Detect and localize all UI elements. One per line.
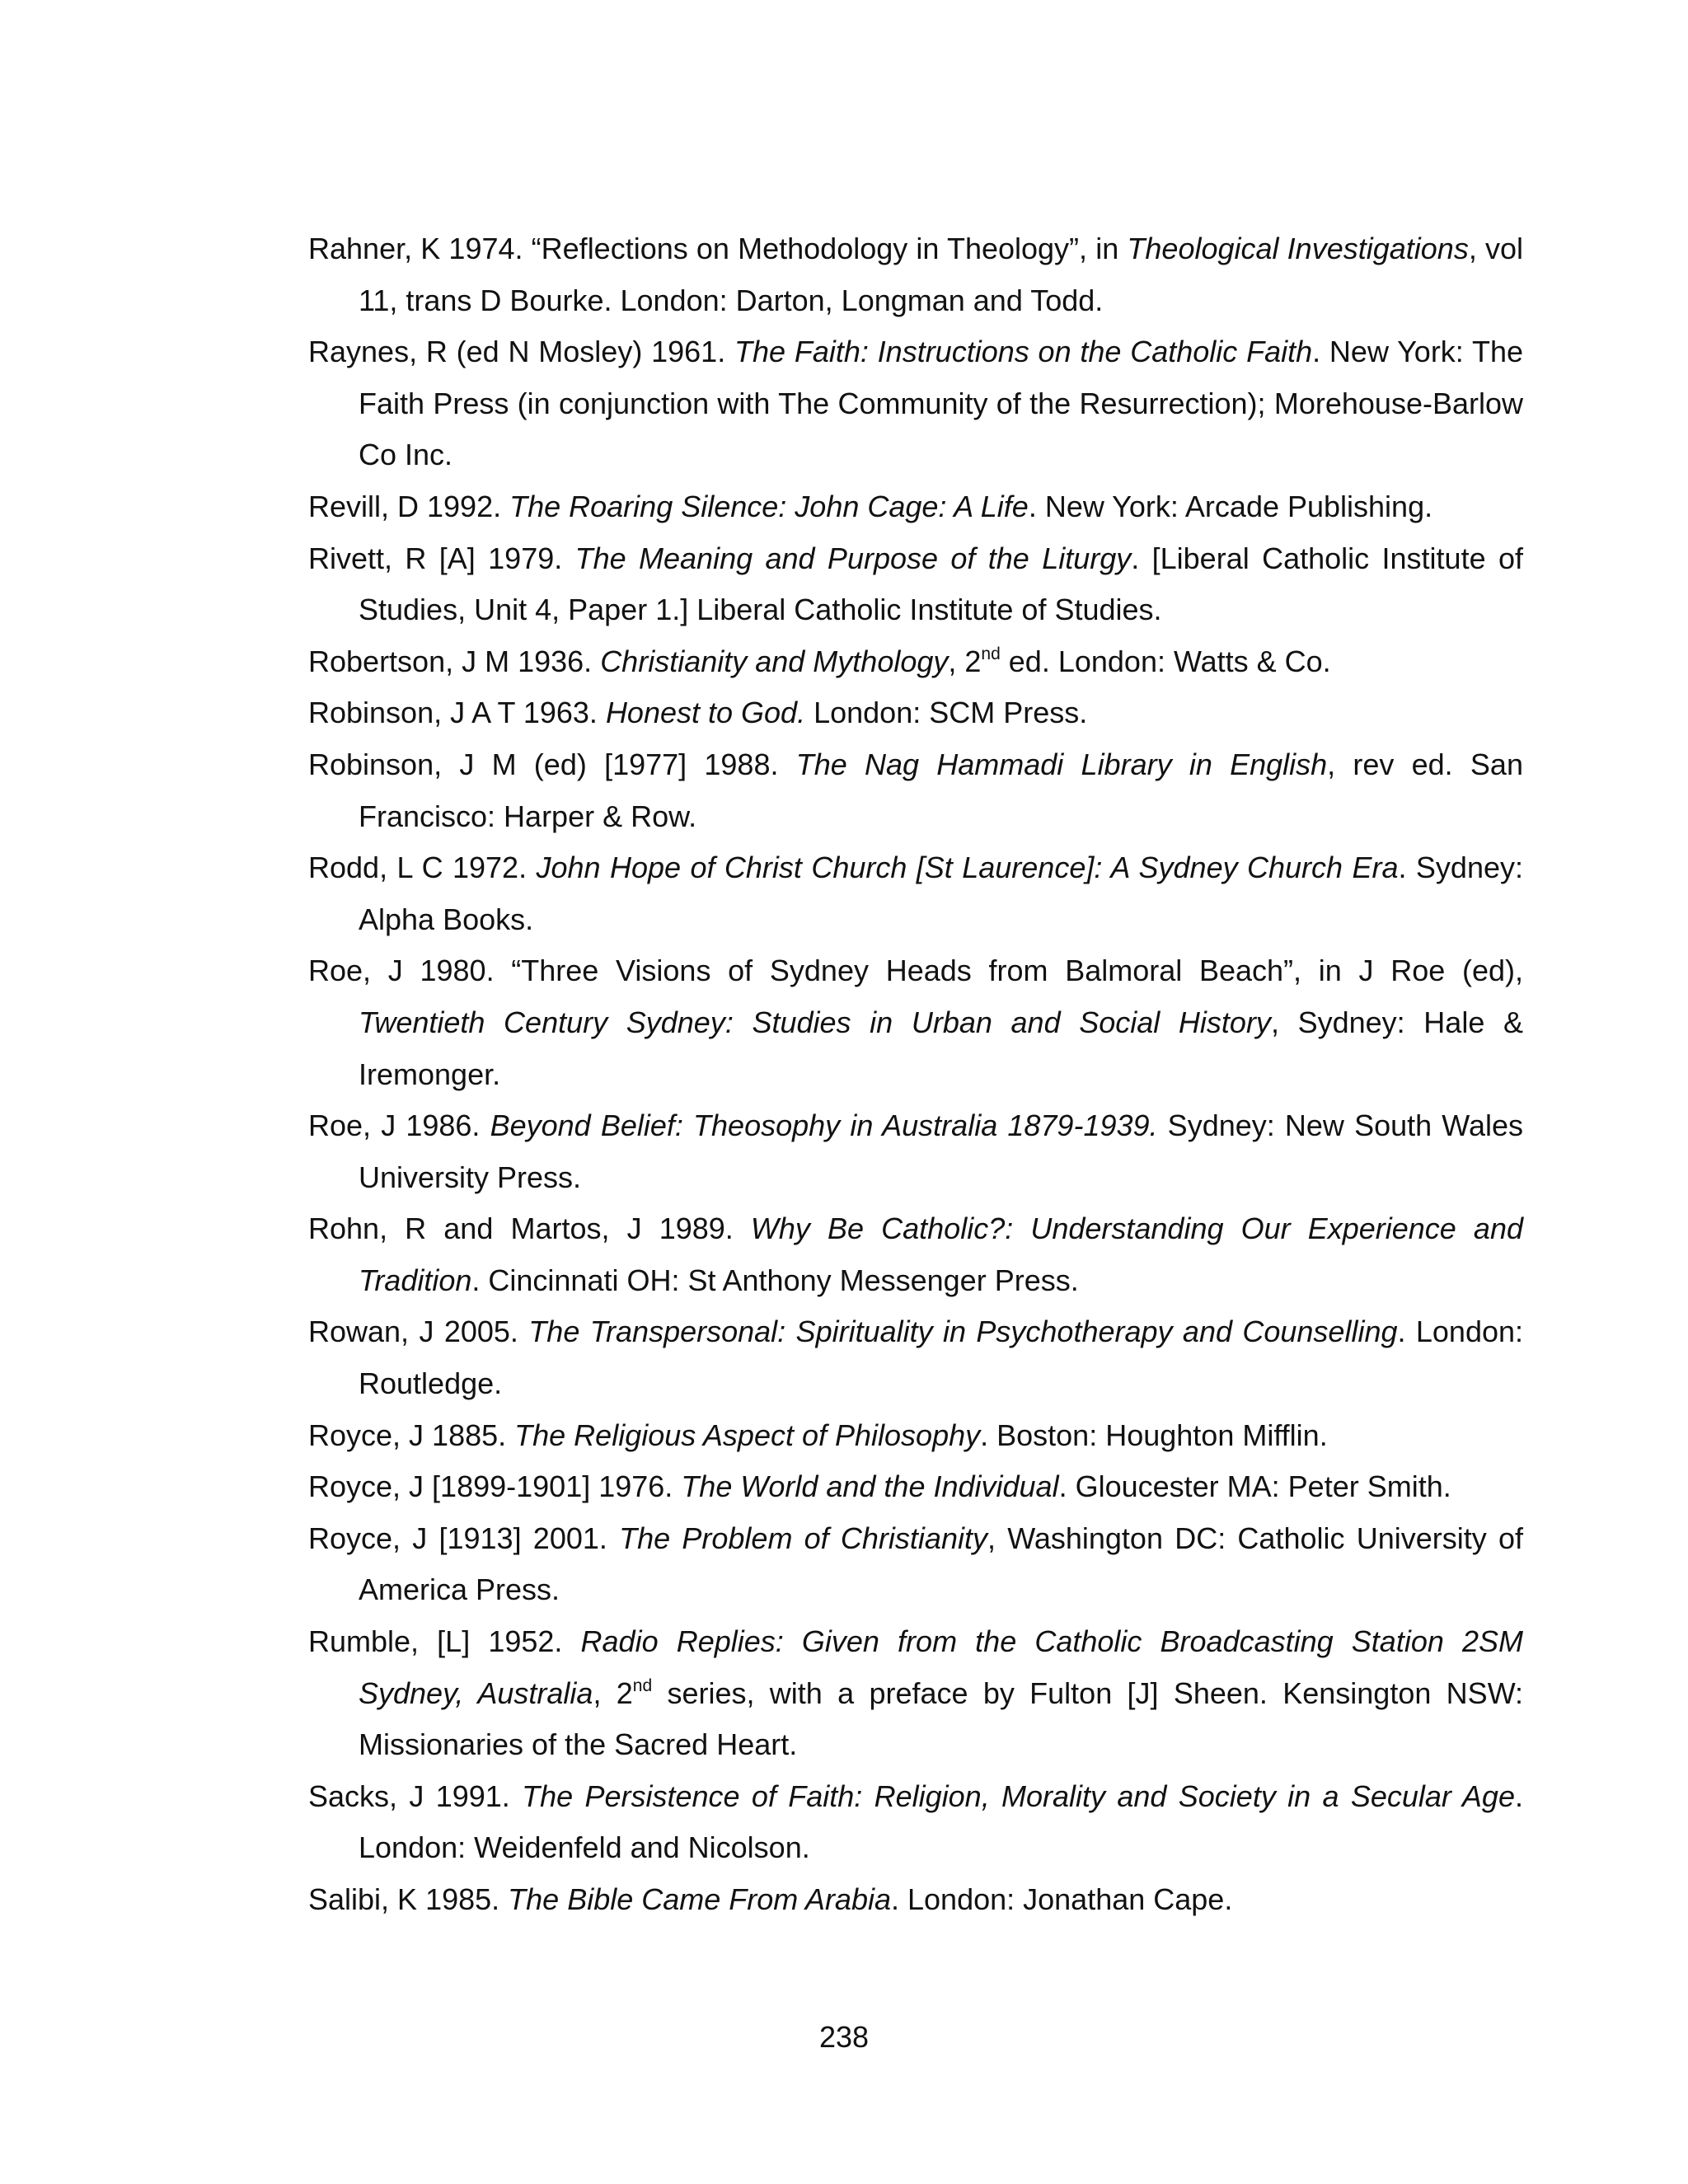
reference-text: . New York: Arcade Publishing. xyxy=(1028,489,1433,523)
reference-text: Roe, J 1986. xyxy=(308,1108,490,1143)
reference-text: . Gloucester MA: Peter Smith. xyxy=(1058,1469,1451,1504)
reference-text: , 2 xyxy=(593,1675,633,1710)
reference-entry xyxy=(308,945,1523,1100)
reference-text: . Cincinnati OH: St Anthony Messenger Press. xyxy=(471,1263,1079,1297)
reference-entry xyxy=(308,1513,1523,1616)
reference-text: , Sydney: Hale & Iremonger. xyxy=(359,1005,1523,1091)
reference-text: . London: Weidenfeld and Nicolson. xyxy=(359,1779,1523,1865)
reference-text: Royce, J 1885. xyxy=(308,1418,515,1452)
reference-entry xyxy=(308,1410,1523,1462)
ordinal-suffix: nd xyxy=(632,1675,653,1695)
reference-title: The Problem of Christianity xyxy=(619,1521,987,1555)
page-number: 238 xyxy=(818,2020,870,2054)
reference-title: The Meaning and Purpose of the Liturgy xyxy=(574,541,1132,575)
reference-text: Robinson, J A T 1963. xyxy=(308,696,606,730)
reference-entry xyxy=(308,1461,1523,1513)
reference-title: The Transpersonal: Spirituality in Psychotherapy and Counselling xyxy=(528,1315,1398,1349)
reference-text: ed. London: Watts & Co. xyxy=(1000,644,1331,678)
reference-title: The Persistence of Faith: Religion, Morality and Society in a Secular Age xyxy=(522,1779,1515,1813)
reference-text: . Sydney: Alpha Books. xyxy=(359,851,1523,936)
reference-text: Royce, J [1913] 2001. xyxy=(308,1521,620,1555)
reference-text: Robinson, J M (ed) [1977] 1988. xyxy=(308,747,796,781)
reference-entry xyxy=(308,1771,1523,1874)
reference-title: Christianity and Mythology xyxy=(600,644,949,678)
reference-text: series, with a preface by Fulton [J] Sheen. Kensington NSW: Missionaries of the Sacred Heart. xyxy=(359,1675,1524,1762)
reference-title: Beyond Belief: Theosophy in Australia 1879-1939. xyxy=(490,1108,1158,1143)
reference-text: . Boston: Houghton Mifflin. xyxy=(980,1418,1328,1452)
reference-title: The World and the Individual xyxy=(681,1469,1059,1504)
reference-text: Raynes, R (ed N Mosley) 1961. xyxy=(308,335,734,369)
reference-entry xyxy=(308,1100,1523,1203)
reference-entry xyxy=(308,481,1523,533)
reference-entry xyxy=(308,223,1523,326)
reference-title: The Faith: Instructions on the Catholic Faith xyxy=(734,335,1313,369)
reference-text: Rowan, J 2005. xyxy=(308,1315,529,1349)
reference-entry xyxy=(308,636,1523,688)
reference-title: Why Be Catholic?: Understanding Our Experience and Tradition xyxy=(359,1212,1523,1297)
reference-title: The Bible Came From Arabia xyxy=(508,1882,891,1916)
reference-entry xyxy=(308,687,1523,739)
reference-text: Rumble, [L] 1952. xyxy=(308,1624,581,1659)
reference-text: Rahner, K 1974. “Reflections on Methodology in Theology”, in xyxy=(308,232,1128,265)
reference-text: , Washington DC: Catholic University of America Press. xyxy=(359,1521,1523,1607)
reference-text: . New York: The Faith Press (in conjunction with The Community of the Resurrection); Morehouse-Barlow Co Inc. xyxy=(359,335,1523,472)
reference-title: The Roaring Silence: John Cage: A Life xyxy=(509,489,1029,523)
reference-text: Rohn, R and Martos, J 1989. xyxy=(308,1212,751,1246)
reference-text: , 2 xyxy=(948,644,982,678)
reference-title: Twentieth Century Sydney: Studies in Urban and Social History xyxy=(359,1005,1271,1039)
ordinal-suffix: nd xyxy=(981,644,1001,663)
reference-title: Radio Replies: Given from the Catholic Broadcasting Station 2SM Sydney, Australia xyxy=(359,1624,1523,1710)
reference-entry xyxy=(308,1616,1523,1771)
reference-title: Honest to God. xyxy=(605,696,806,730)
reference-title: Theological Investigations xyxy=(1127,232,1469,265)
reference-entry xyxy=(308,326,1523,481)
reference-text: Sydney: New South Wales University Press. xyxy=(359,1108,1523,1194)
reference-title: The Religious Aspect of Philosophy xyxy=(514,1418,981,1452)
reference-text: Salibi, K 1985. xyxy=(308,1882,509,1916)
reference-entry xyxy=(308,1203,1523,1306)
reference-text: Roe, J 1980. “Three Visions of Sydney Heads from Balmoral Beach”, in J Roe (ed), xyxy=(308,954,1523,988)
reference-text: . London: Routledge. xyxy=(359,1315,1524,1401)
reference-text: London: SCM Press. xyxy=(805,696,1088,730)
reference-text: , vol 11, trans D Bourke. London: Darton, Longman and Todd. xyxy=(359,232,1524,317)
reference-entry xyxy=(308,1306,1523,1409)
reference-entry xyxy=(308,842,1523,945)
reference-text: Royce, J [1899-1901] 1976. xyxy=(308,1469,682,1504)
reference-text: . London: Jonathan Cape. xyxy=(891,1882,1233,1916)
reference-title: John Hope of Christ Church [St Laurence]: A Sydney Church Era xyxy=(536,851,1399,885)
reference-text: Robertson, J M 1936. xyxy=(308,644,601,678)
reference-text: . [Liberal Catholic Institute of Studies, Unit 4, Paper 1.] Liberal Catholic Institute of Studies. xyxy=(359,541,1523,627)
reference-title: The Nag Hammadi Library in English xyxy=(795,747,1328,781)
reference-text: Sacks, J 1991. xyxy=(308,1779,523,1813)
reference-text: , rev ed. San Francisco: Harper & Row. xyxy=(359,747,1523,833)
reference-text: Rodd, L C 1972. xyxy=(308,851,537,885)
reference-text: Rivett, R [A] 1979. xyxy=(308,541,575,575)
reference-entry xyxy=(308,1874,1523,1926)
reference-list xyxy=(308,223,1523,1926)
reference-text: Revill, D 1992. xyxy=(308,489,510,523)
reference-entry xyxy=(308,533,1523,636)
reference-entry xyxy=(308,739,1523,842)
